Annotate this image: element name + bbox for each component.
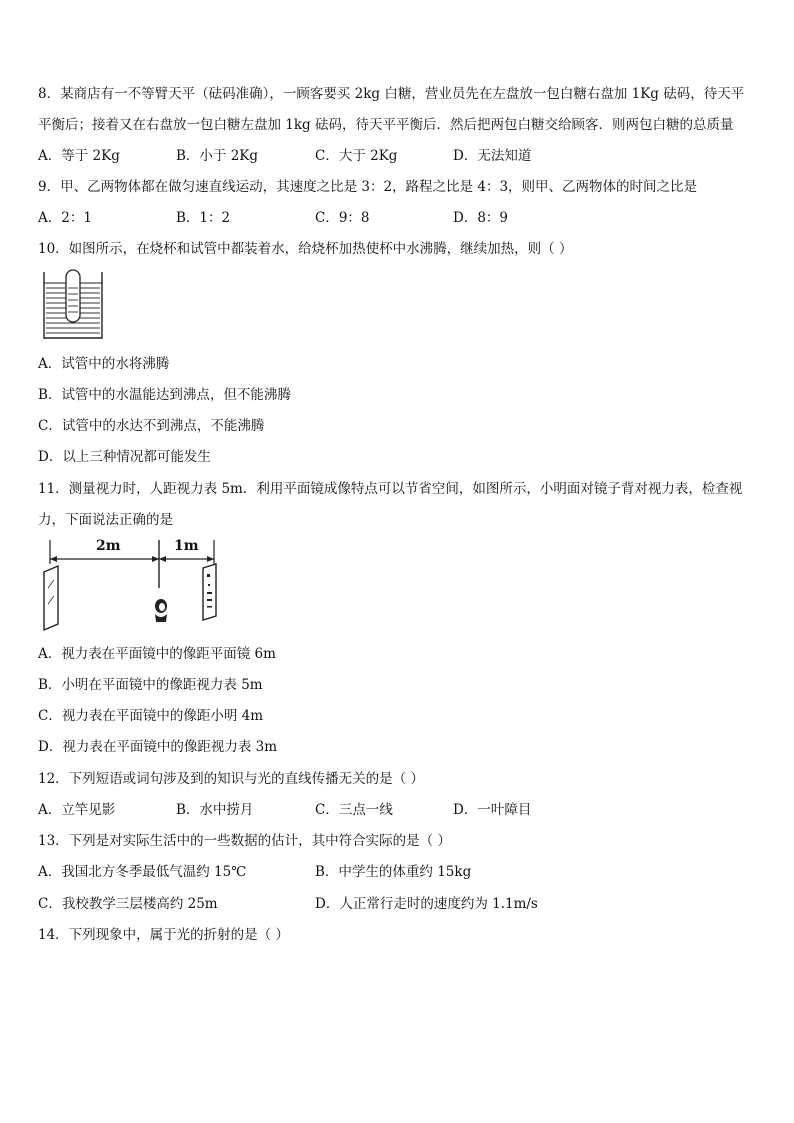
q14-stem: 14．下列现象中，属于光的折射的是（ ） <box>38 927 289 943</box>
q9-stem: 9．甲、乙两物体都在做匀速直线运动，其速度之比是 3：2，路程之比是 4：3，则甲、乙两物体的时间之比是 <box>38 179 698 195</box>
q11-option-a: A．视力表在平面镜中的像距平面镜 6m <box>38 646 276 662</box>
test-tube <box>66 270 80 322</box>
q8-stem-line2: 平衡后；接着又在右盘放一包白糖左盘加 1kg 砝码，待天平平衡后．然后把两包白糖交给顾客．则两包白糖的总质量 <box>38 117 734 133</box>
label-2m: 2m <box>96 538 121 554</box>
q10-option-d: D．以上三种情况都可能发生 <box>38 449 211 465</box>
q12-option-d: D．一叶障目 <box>453 802 532 818</box>
label-1m: 1m <box>174 538 199 554</box>
q9-option-c: C．9：8 <box>315 210 370 226</box>
mirror <box>44 566 58 630</box>
beaker-test-tube-figure <box>38 268 108 344</box>
q11-option-c: C．视力表在平面镜中的像距小明 4m <box>38 708 264 724</box>
q10-stem: 10．如图所示，在烧杯和试管中都装着水，给烧杯加热使杯中水沸腾，继续加热，则（ ） <box>38 241 573 257</box>
q13-option-c: C．我校教学三层楼高约 25m <box>38 896 218 912</box>
q11-stem-line1: 11．测量视力时，人距视力表 5m．利用平面镜成像特点可以节省空间，如图所示，小明面对镜子背对视力表，检查视 <box>38 481 743 497</box>
q11-option-b: B．小明在平面镜中的像距视力表 5m <box>38 677 263 693</box>
q8-option-b: B．小于 2Kg <box>176 148 259 164</box>
person-head-icon <box>155 599 167 622</box>
q13-option-a: A．我国北方冬季最低气温约 15℃ <box>38 864 247 880</box>
q12-option-b: B．水中捞月 <box>176 802 254 818</box>
q12-option-c: C．三点一线 <box>315 802 393 818</box>
eye-chart <box>203 564 216 620</box>
q8-stem-line1: 8．某商店有一不等臂天平（砝码准确），一顾客要买 2kg 白糖，营业员先在左盘放一包白糖右盘加 1Kg 砝码，待天平 <box>38 86 745 102</box>
q13-option-b: B．中学生的体重约 15kg <box>315 864 472 880</box>
q8-option-a: A．等于 2Kg <box>38 148 120 164</box>
q10-option-b: B．试管中的水温能达到沸点，但不能沸腾 <box>38 387 291 403</box>
eye-chart-mirror-figure <box>38 538 222 632</box>
q12-option-a: A．立竿见影 <box>38 802 116 818</box>
q8-option-d: D．无法知道 <box>453 148 532 164</box>
q10-option-c: C．试管中的水达不到沸点，不能沸腾 <box>38 418 265 434</box>
q9-option-a: A．2：1 <box>38 210 92 226</box>
q9-option-b: B．1：2 <box>176 210 231 226</box>
q11-option-d: D．视力表在平面镜中的像距视力表 3m <box>38 739 278 755</box>
q11-stem-line2: 力，下面说法正确的是 <box>38 512 173 528</box>
q10-option-a: A．试管中的水将沸腾 <box>38 356 170 372</box>
q12-stem: 12．下列短语或词句涉及到的知识与光的直线传播无关的是（ ） <box>38 771 424 787</box>
q13-option-d: D．人正常行走时的速度约为 1.1m/s <box>315 896 538 912</box>
q9-option-d: D．8：9 <box>453 210 509 226</box>
q8-option-c: C．大于 2Kg <box>315 148 398 164</box>
q13-stem: 13．下列是对实际生活中的一些数据的估计，其中符合实际的是（ ） <box>38 833 451 849</box>
